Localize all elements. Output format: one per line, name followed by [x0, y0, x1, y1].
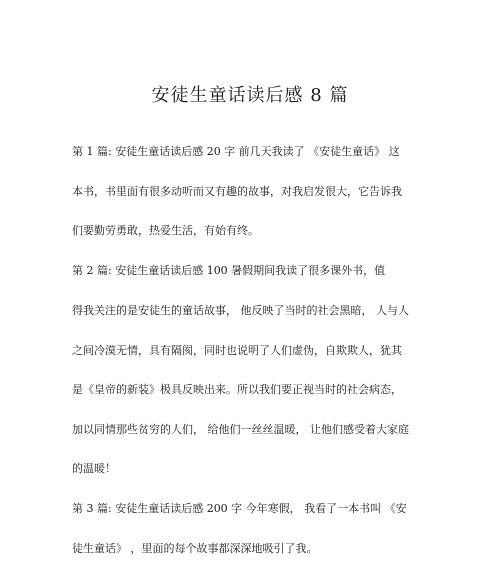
text-line-3: 们要勤劳勇敢，热爱生活，有始有终。 [72, 224, 259, 237]
text-line-8: 加以同情那些贫穷的人们， 给他们一丝丝温暖， 让他们感受着大家庭 [72, 423, 409, 436]
text-line-2: 本书，书里面有很多动听而又有趣的故事，对我启发很大，它告诉我 [72, 185, 402, 198]
text-line-10: 第 3 篇: 安徒生童话读后感 200 字 今年寒假， 我看了一本书叫 《安 [72, 502, 407, 515]
text-line-1: 第 1 篇: 安徒生童话读后感 20 字 前几天我读了 《安徒生童话》 这 [72, 145, 400, 158]
text-line-4: 第 2 篇: 安徒生童话读后感 100 暑假期间我读了很多课外书，值 [72, 264, 386, 277]
text-line-11: 徒生童话》 ，里面的每个故事都深深地吸引了我。 [72, 542, 318, 555]
text-line-7: 是《皇帝的新装》极具反映出来。所以我们要正视当时的社会病态， [72, 383, 402, 396]
text-line-9: 的温暖！ [72, 462, 116, 475]
text-line-5: 得我关注的是安徒生的童话故事， 他反映了当时的社会黑暗， 人与人 [72, 304, 409, 317]
document-title: 安徒生童话读后感 8 篇 [151, 85, 349, 106]
text-line-6: 之间冷漠无情，具有隔阂，同时也说明了人们虚伪，自欺欺人，犹其 [72, 344, 402, 357]
